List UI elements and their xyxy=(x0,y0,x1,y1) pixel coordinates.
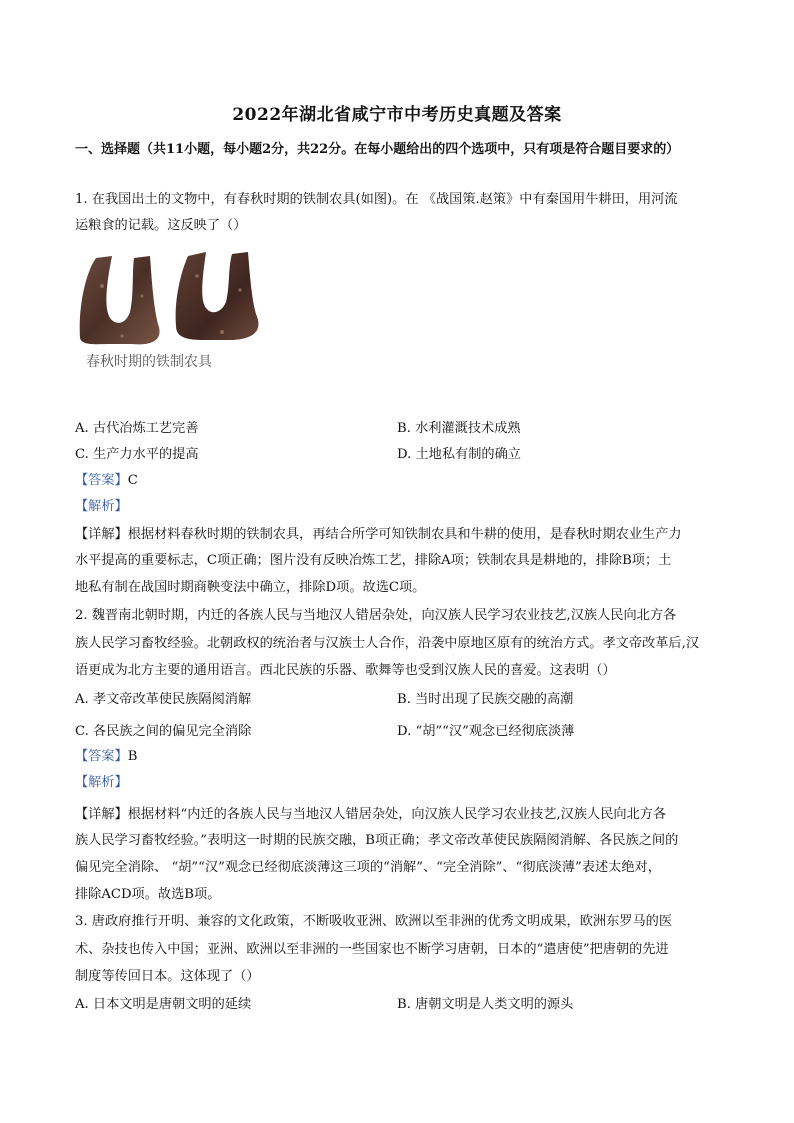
q3-option-b: B. 唐朝文明是人类文明的源头 xyxy=(397,997,574,1012)
q2-answer xyxy=(75,747,137,767)
q1-stem-line-1: 1. 在我国出土的文物中，有春秋时期的铁制农具(如图)。在 《战国策.赵策》中有秦国用牛耕田，用河流 xyxy=(75,192,678,207)
figure-caption: 春秋时期的铁制农具 xyxy=(86,354,212,370)
q1-answer xyxy=(75,471,138,491)
q1-detail-line-1: 【详解】根据材料春秋时期的铁制农具，再结合所学可知铁制农具和牛耕的使用，是春秋时期农业生产力 xyxy=(75,527,682,542)
q2-analysis-tag: 【解析】 xyxy=(75,775,128,790)
q2-option-a: A. 孝文帝改革使民族隔阂消解 xyxy=(75,692,252,707)
q2-stem-line-1: 2. 魏晋南北朝时期，内迁的各族人民与当地汉人错居杂处，向汉族人民学习农业技艺,汉族人民向北方各 xyxy=(75,608,677,623)
q2-option-d: D. “胡”“汉”观念已经彻底淡薄 xyxy=(397,724,575,739)
q3-stem-line-1: 3. 唐政府推行开明、兼容的文化政策，不断吸收亚洲、欧洲以至非洲的优秀文明成果，欧洲东罗马的医 xyxy=(75,914,673,929)
right-iron-tool xyxy=(176,252,259,340)
q1-option-d: D. 土地私有制的确立 xyxy=(397,447,521,462)
q1-detail-line-3: 地私有制在战国时期商鞅变法中确立，排除D项。故选C项。 xyxy=(75,580,426,595)
q2-detail-line-4: 排除ACD项。故选B项。 xyxy=(75,887,221,902)
q1-option-a: A. 古代冶炼工艺完善 xyxy=(75,421,199,436)
q1-detail-line-2: 水平提高的重要标志，C项正确；图片没有反映冶炼工艺，排除A项；铁制农具是耕地的，排除B项；土 xyxy=(75,553,672,568)
q3-stem-line-2: 术、杂技也传入中国；亚洲、欧洲以至非洲的一些国家也不断学习唐朝，日本的“遣唐使”把唐朝的先进 xyxy=(75,942,669,957)
page-title: 2022年湖北省咸宁市中考历史真题及答案 xyxy=(232,105,562,125)
q2-detail-line-2: 族人民学习畜牧经验。”表明这一时期的民族交融，B项正确；孝文帝改革使民族隔阂消解、各民族之间的 xyxy=(75,833,679,848)
q2-stem-line-3: 语更成为北方主要的通用语言。西北民族的乐器、歌舞等也受到汉族人民的喜爱。这表明（） xyxy=(75,663,616,678)
answer-value: B xyxy=(127,749,138,764)
q2-detail-line-1: 【详解】根据材料“内迁的各族人民与当地汉人错居杂处，向汉族人民学习农业技艺,汉族人民向北方各 xyxy=(75,807,667,822)
q3-option-a: A. 日本文明是唐朝文明的延续 xyxy=(75,997,252,1012)
q2-stem-line-2: 族人民学习畜牧经验。北朝政权的统治者与汉族士人合作，沿袭中原地区原有的统治方式。孝文帝改革后,汉 xyxy=(75,636,700,651)
answer-value: C xyxy=(127,473,138,488)
q3-stem-line-3: 制度等传回日本。这体现了（） xyxy=(75,969,260,984)
q1-analysis-tag: 【解析】 xyxy=(75,499,128,514)
left-iron-tool xyxy=(80,256,160,344)
q1-option-c: C. 生产力水平的提高 xyxy=(75,447,199,462)
q1-option-b: B. 水利灌溉技术成熟 xyxy=(397,421,521,436)
q1-stem-line-2: 运粮食的记载。这反映了（） xyxy=(75,218,247,233)
answer-tag: 【答案】 xyxy=(75,473,128,488)
q2-option-b: B. 当时出现了民族交融的高潮 xyxy=(397,692,574,707)
section-heading: 一、选择题（共11小题，每小题2分，共22分。在每小题给出的四个选项中，只有项是符合题目要求的） xyxy=(75,142,680,157)
q2-option-c: C. 各民族之间的偏见完全消除 xyxy=(75,724,252,739)
answer-tag: 【答案】 xyxy=(75,749,128,764)
q2-detail-line-3: 偏见完全消除、 “胡”“汉”观念已经彻底淡薄这三项的“消解”、“完全消除”、“彻底淡薄”表述太绝对， xyxy=(75,860,661,875)
